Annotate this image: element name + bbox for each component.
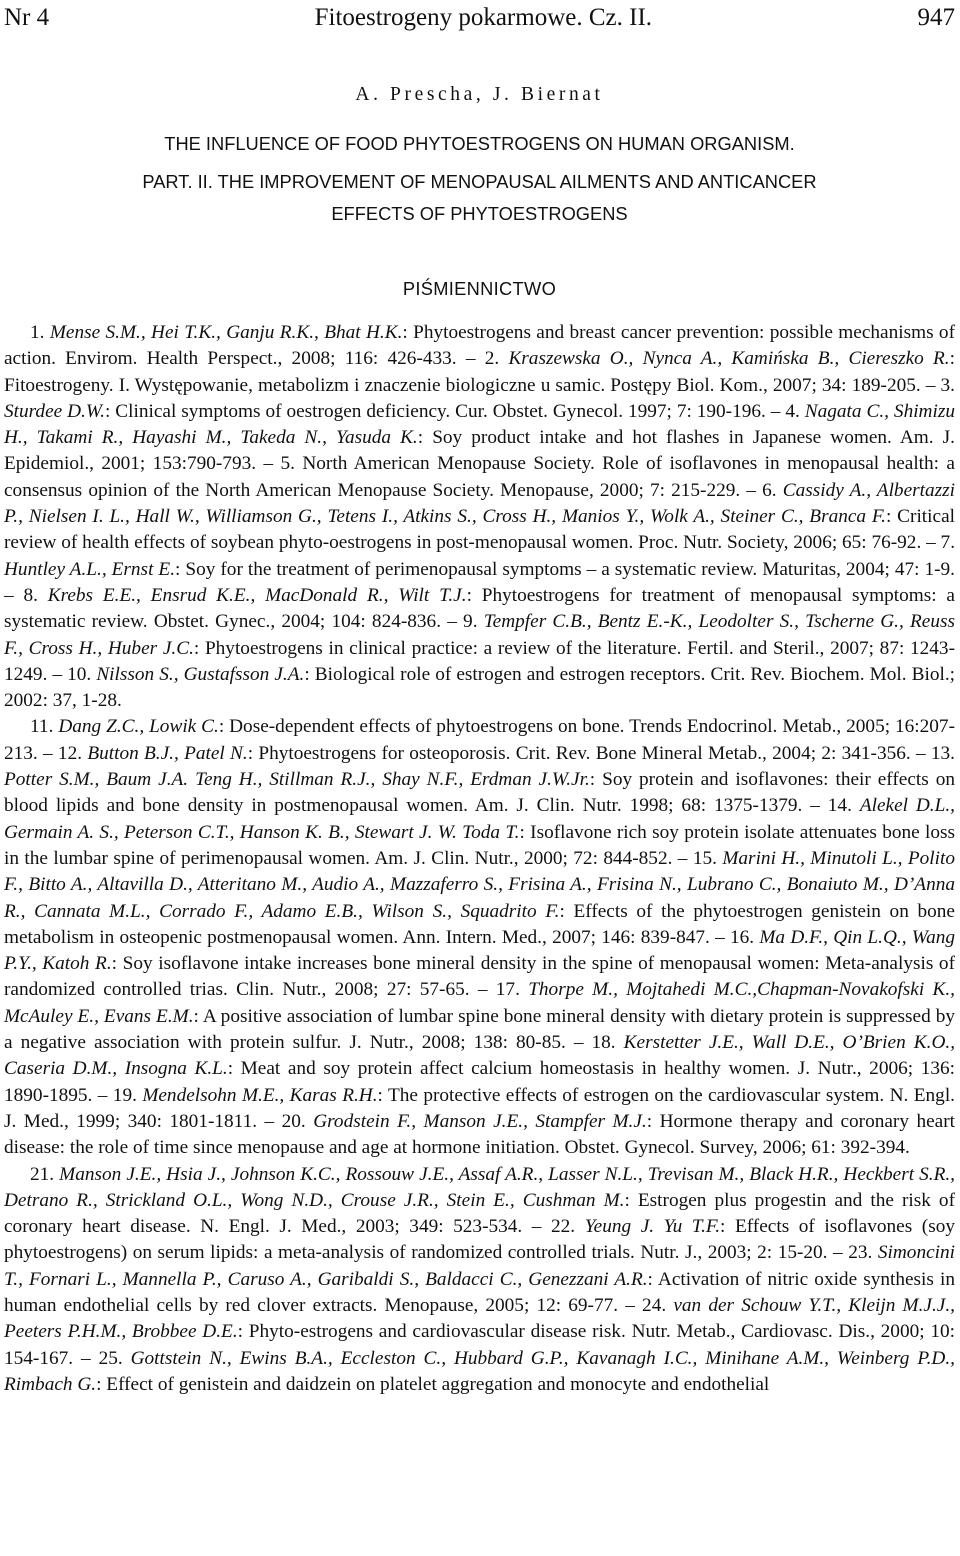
reference-authors: Marini H., Minutoli L., Polito F., Bitto A., Altavilla D., Atteritano M., Audio A., Mazzaferro S., Frisina A., Frisina N., Lubrano C., Bonaiuto M., D’Anna R., Cannata M.L., Corrado F., Adamo E.B., Wilson S., Squadrito F. — [4, 847, 955, 922]
page-number: 947 — [917, 4, 955, 31]
reference-authors: Simoncini T., Fornari L., Mannella P., Caruso A., Garibaldi S., Baldacci C., Genezzani A.R. — [4, 1242, 955, 1290]
reference-text: : A positive association of lumbar spine bone mineral density with dietary protein is suppressed by a negative association with protein sulfur. J. Nutr., 2008; 138: 80-85. – 18. — [4, 1005, 955, 1054]
reference-text: : Critical review of health effects of soybean phyto-oestrogens in post-menopausal women. Proc. Nutr. Society, 2006; 65: 76-92. – 7. — [4, 506, 956, 554]
reference-text: : Soy product intake and hot flashes in Japanese women. Am. J. Epidemiol., 2001; 153:790-793. – 5. North American Menopause Society. Role of isoflavones in menopausal health: a consensus opinion of the North American Menopause Society. Menopause, 2000; 7: 215-229. – 6. — [4, 427, 956, 501]
reference-text: : Soy for the treatment of perimenopausal symptoms – a systematic review. Maturitas, 2004; 47: 1-9. – 8. — [4, 558, 955, 606]
reference-authors: Tempfer C.B., Bentz E.-K., Leodolter S., Tscherne G., Reuss F., Cross H., Huber J.C. — [4, 611, 955, 659]
reference-authors: Ma D.F., Qin L.Q., Wang P.Y., Katoh R. — [4, 926, 955, 975]
reference-authors: Button B.J., Patel N. — [87, 742, 248, 764]
reference-text: : Meat and soy protein affect calcium homeostasis in healthy women. J. Nutr., 2006; 136: 1890-1895. – 19. — [4, 1058, 955, 1106]
reference-text: : Soy isoflavone intake increases bone mineral density in the spine of menopausal women: Meta-analysis of randomized controlled trias. Clin. Nutr., 2008; 27: 57-65. – 17. — [4, 953, 955, 1001]
reference-text: : Fitoestrogeny. I. Występowanie, metabolizm i znaczenie biologiczne u samic. Postępy Biol. Kom., 2007; 34: 189-205. – 3. — [4, 348, 955, 396]
english-title-line-2: PART. II. THE IMPROVEMENT OF MENOPAUSAL AILMENTS AND ANTICANCER — [142, 171, 817, 192]
reference-text: : Effects of the phytoestrogen genistein on bone metabolism in osteopenic postmenopausal women. Ann. Intern. Med., 2007; 146: 839-847. – 16. — [4, 900, 955, 948]
reference-authors: Alekel D.L., Germain A. S., Peterson C.T., Hanson K. B., Stewart J. W. Toda T. — [4, 795, 955, 843]
reference-text: : Phytoestrogens for treatment of menopausal symptoms: a systematic review. Obstet. Gynec., 2004; 104: 824-836. – 9. — [4, 584, 955, 633]
reference-text: : Activation of nitric oxide synthesis in human endothelial cells by red clover extracts. Menopause, 2005; 12: 69-77. – 24. — [4, 1268, 955, 1316]
english-title-line-3: EFFECTS OF PHYTOESTROGENS — [331, 203, 628, 224]
reference-text: : Phytoestrogens in clinical practice: a review of the literature. Fertil. and Steril., 2007; 87: 1243-1249. – 10. — [4, 637, 955, 685]
references-paragraph-1 — [4, 320, 955, 714]
reference-text: : Soy protein and isoflavones: their effects on blood lipids and bone density in postmenopausal women. Am. J. Clin. Nutr. 1998; 68: 1375-1379. – 14. — [4, 769, 955, 817]
reference-text: : Phytoestrogens for osteoporosis. Crit. Rev. Bone Mineral Metab., 2004; 2: 341-356. – 13. — [247, 742, 955, 764]
reference-text: : Biological role of estrogen and estrogen receptors. Crit. Rev. Biochem. Mol. Biol.; 2002: 37, 1-28. — [4, 663, 955, 712]
reference-text: : Estrogen plus progestin and the risk of coronary heart disease. N. Engl. J. Med., 2003; 349: 523-534. – 22. — [4, 1189, 955, 1238]
running-header — [4, 0, 955, 38]
reference-authors: Potter S.M., Baum J.A. Teng H., Stillman R.J., Shay N.F., Erdman J.W.Jr. — [4, 769, 590, 791]
reference-authors: Grodstein F., Manson J.E., Stampfer M.J. — [313, 1110, 647, 1132]
reference-text: : Dose-dependent effects of phytoestrogens on bone. Trends Endocrinol. Metab., 2005; 16:207-213. – 12. — [4, 716, 955, 764]
reference-text: : Phyto-estrogens and cardiovascular disease risk. Nutr. Metab., Cardiovasc. Dis., 2000; 10: 154-167. – 25. — [4, 1321, 955, 1369]
reference-authors: Nagata C., Shimizu H., Takami R., Hayashi M., Takeda N., Yasuda K. — [4, 400, 955, 449]
reference-authors: Thorpe M., Mojtahedi M.C.,Chapman-Novakofski K., McAuley E., Evans E.M. — [4, 979, 955, 1027]
references-paragraph-3 — [4, 1162, 955, 1399]
reference-authors: Manson J.E., Hsia J., Johnson K.C., Rossouw J.E., Assaf A.R., Lasser N.L., Trevisan M., Black H.R., Heckbert S.R., Detrano R., Strickland O.L., Wong N.D., Crouse J.R., Stein E., Cushman M. — [4, 1163, 955, 1211]
reference-authors: Nilsson S., Gustafsson J.A. — [96, 663, 305, 685]
reference-authors: Cassidy A., Albertazzi P., Nielsen I. L., Hall W., Williamson G., Tetens I., Atkins S., Cross H., Manios Y., Wolk A., Steiner C., Branca F. — [4, 479, 956, 528]
reference-text: : Effects of isoflavones (soy phytoestrogens) on serum lipids: a meta-analysis of randomized controlled trials. Nutr. J., 2003; 2: 15-20. – 23. — [4, 1216, 955, 1264]
reference-authors: Gottstein N., Ewins B.A., Eccleston C., Hubbard G.P., Kavanagh I.C., Minihane A.M., Weinberg P.D., Rimbach G. — [4, 1347, 956, 1395]
reference-text: 1. — [30, 322, 50, 343]
issue-number: Nr 4 — [4, 4, 50, 31]
reference-text: : Hormone therapy and coronary heart disease: the role of time since menopause and age at hormone initiation. Obstet. Gynecol. Survey, 2006; 61: 392-394. — [4, 1110, 955, 1159]
references-list — [4, 320, 955, 1398]
english-title-line-1: THE INFLUENCE OF FOOD PHYTOESTROGENS ON HUMAN ORGANISM. — [164, 133, 795, 154]
reference-authors: Mendelsohn M.E., Karas R.H. — [142, 1084, 378, 1106]
reference-authors: Mense S.M., Hei T.K., Ganju R.K., Bhat H.K. — [49, 322, 403, 343]
reference-text: : Clinical symptoms of oestrogen deficiency. Cur. Obstet. Gynecol. 1997; 7: 190-196. – 4. — [104, 400, 805, 422]
reference-authors: Krebs E.E., Ensrud K.E., MacDonald R., Wilt T.J. — [47, 584, 467, 606]
english-title — [4, 128, 955, 230]
reference-authors: Yeung J. Yu T.F. — [584, 1216, 721, 1238]
reference-authors: Kraszewska O., Nynca A., Kamińska B., Ciereszko R. — [508, 348, 950, 370]
running-title: Fitoestrogeny pokarmowe. Cz. II. — [314, 4, 653, 31]
reference-authors: Sturdee D.W. — [4, 400, 105, 422]
reference-text: : The protective effects of estrogen on the cardiovascular system. N. Engl. J. Med., 1999; 340: 1801-1811. – 20. — [4, 1084, 955, 1132]
reference-text: 21. — [30, 1163, 60, 1185]
reference-authors: Dang Z.C., Lowik C. — [58, 716, 219, 738]
reference-authors: Huntley A.L., Ernst E. — [4, 558, 176, 580]
reference-authors: Kerstetter J.E., Wall D.E., O’Brien K.O., Caseria D.M., Insogna K.L. — [4, 1032, 956, 1080]
reference-text: : Phytoestrogens and breast cancer prevention: possible mechanisms of action. Envirom. Health Perspect., 2008; 116: 426-433. – 2. — [4, 322, 955, 370]
authors-line: A. Prescha, J. Biernat — [355, 84, 604, 105]
reference-text: : Effect of genistein and daidzein on platelet aggregation and monocyte and endothelial — [96, 1373, 770, 1395]
reference-authors: van der Schouw Y.T., Kleijn M.J.J., Peeters P.H.M., Brobbee D.E. — [4, 1294, 956, 1343]
reference-text: 11. — [30, 716, 59, 738]
references-paragraph-2 — [4, 714, 955, 1161]
references-heading: PIŚMIENNICTWO — [402, 278, 557, 299]
reference-text: : Isoflavone rich soy protein isolate attenuates bone loss in the lumbar spine of perimenopausal women. Am. J. Clin. Nutr., 2000; 72: 844-852. – 15. — [4, 821, 956, 869]
